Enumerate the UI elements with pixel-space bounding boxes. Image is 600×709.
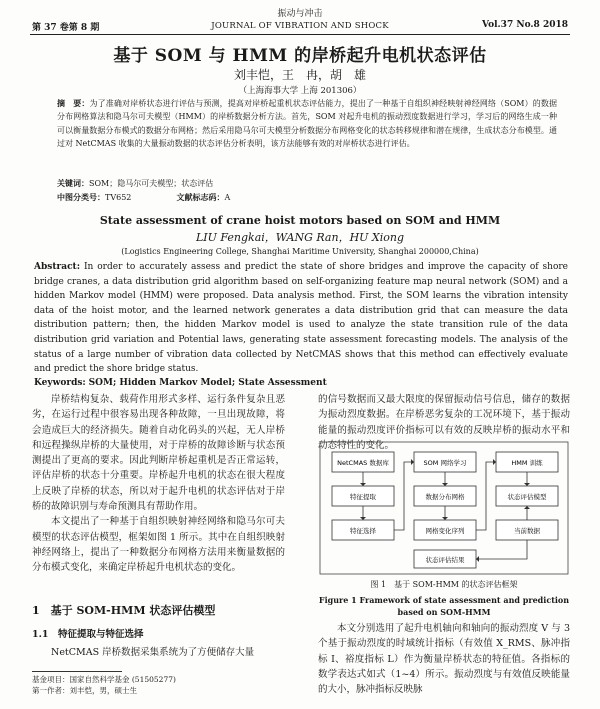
abstract-en-label: Abstract: <box>34 262 81 272</box>
keywords-cn-text: SOM；隐马尔可夫模型；状态评估 <box>89 179 214 188</box>
affiliation-cn: （上海海事大学 上海 201306） <box>238 86 362 96</box>
flow-box-label: 当前数据 <box>514 527 540 535</box>
keywords-cn <box>57 177 557 190</box>
volume-cn: 第 37 卷第 8 期 <box>32 23 100 33</box>
keywords-en-label: Keywords: <box>34 378 86 388</box>
flow-box-label: 特征选择 <box>350 527 376 535</box>
body-paragraph: 岸桥结构复杂、载荷作用形式多样、运行条件复杂且恶劣，在运行过程中很容易出现各种故障，一旦出现故障，将会造成巨大的经济损失。随着自动化码头的兴起，无人岸桥和远程操纵岸桥的大量使用，对于岸桥的故障诊断与状态预测提出了更高的要求。因此判断岸桥起重机是否正常运转，评估岸桥的状态十分重要。岸桥起升电机的状态在很大程度上反映了岸桥的状态，所以对于起升电机的状态评估对于岸桥的故障识别与寿命预测具有帮助作用。 <box>32 394 285 513</box>
footnote-rule <box>32 671 122 672</box>
classification-line <box>57 191 557 204</box>
section-heading-1-1: 1.1 特征提取与特征选择 <box>32 629 144 640</box>
affiliation-en: (Logistics Engineering College, Shanghai Maritime University, Shanghai 200000,China) <box>121 247 479 256</box>
body-paragraph: 本文分别选用了起升电机轴向和轴向的振动烈度 V 与 3 个基于振动烈度的时域统计指标（有效值 X_RMS、脉冲指标 I、裕度指标 L）作为衡量岸桥状态的特征值。各指标的数学表达式如式（1~4）所示。振动烈度与有效值反映能量的大小，脉冲指标反映脉 <box>318 623 570 696</box>
volume-en: Vol.37 No.8 2018 <box>481 20 568 30</box>
body-paragraph: 本文提出了一种基于自组织映射神经网络和隐马尔可夫模型的状态评估模型，框架如图 1 所示。其中在自组织映射神经网络上，提出了一种数据分布网格方法用来衡量数据的分布模式变化，来确定岸桥起升电机状态的变化。 <box>32 516 285 574</box>
abstract-cn <box>57 97 557 150</box>
doc-code-label: 文献标志码： <box>176 192 225 202</box>
flow-arrows <box>363 462 527 559</box>
authors-cn: 刘丰恺，王 冉，胡 雄 <box>233 68 366 82</box>
doc-code-value: A <box>224 193 231 202</box>
footnote <box>32 674 176 696</box>
header-rule <box>30 34 570 35</box>
body-paragraph: 的信号数据而又最大限度的保留振动信号信息，储存的数据为振动烈度数据。在岸桥恶劣复杂的工况环境下，基于振动能量的振动烈度评价指标可以有效的反映岸桥的振动水平和动态特性的变化。 <box>318 394 570 451</box>
class-value: TV652 <box>105 193 132 202</box>
flow-box-label: SOM 网络学习 <box>423 459 467 467</box>
paper-title-cn: 基于 SOM 与 HMM 的岸桥起升电机状态评估 <box>113 46 487 66</box>
flow-box-label: HMM 训练 <box>511 459 543 467</box>
section-heading-1: 1 基于 SOM-HMM 状态评估模型 <box>32 604 216 617</box>
flow-box-label: 特征提取 <box>350 493 376 501</box>
keywords-cn-label: 关键词： <box>57 178 89 188</box>
keywords-en-text: SOM; Hidden Markov Model; State Assessment <box>88 378 327 388</box>
authors-en: LIU Fengkai，WANG Ran，HU Xiong <box>195 231 405 244</box>
flow-box-label: NetCMAS 数据库 <box>337 459 389 467</box>
framework-figure <box>318 440 570 576</box>
body-paragraph: NetCMAS 岸桥数据采集系统为了方便储存大量 <box>51 647 255 658</box>
flow-box-label: 状态评估模型 <box>507 493 547 501</box>
abstract-en <box>34 260 568 377</box>
flow-box-label: 状态评估结果 <box>425 556 465 564</box>
journal-name-en: JOURNAL OF VIBRATION AND SHOCK <box>211 21 389 31</box>
flow-box-label: 网格变化序列 <box>425 527 465 535</box>
figure-caption-cn: 图 1 基于 SOM-HMM 的状态评估框架 <box>370 580 518 589</box>
keywords-en <box>34 378 568 388</box>
footnote-author: 第一作者：刘丰恺，男，硕士生 <box>32 686 137 695</box>
paper-title-en: State assessment of crane hoist motors based on SOM and HMM <box>99 214 501 227</box>
body-right-continued <box>318 621 570 697</box>
figure-caption-en: Figure 1 Framework of state assessment and prediction based on SOM-HMM <box>318 595 570 617</box>
body-left-continued <box>32 645 285 660</box>
abstract-cn-text: 为了准确对岸桥状态进行评估与预测，提高对岸桥起重机状态评估能力，提出了一种基于自组织神经映射神经网络（SOM）的数据分布网格算法和隐马尔可夫模型（HMM）的岸桥数据分析方法。首先，SOM 对起升电机的振动烈度数据进行学习，学习后的网络生成一种可以衡量数据分布模式的数据分布网格；然后采用隐马尔可夫模型分析数据分布网格变化的状态转移规律和潜在规律，生成状态分布模型。通过对 NetCMAS 收集的大量振动数据的状态评估分析表明，该方法能够有效的对岸桥状态进行评估。 <box>57 99 557 148</box>
flow-box-label: 数据分布网格 <box>425 493 465 501</box>
abstract-cn-label: 摘 要： <box>57 98 90 108</box>
class-label: 中图分类号： <box>57 192 105 202</box>
journal-name-cn: 振动与冲击 <box>277 9 323 19</box>
body-left-column <box>32 392 285 576</box>
abstract-en-text: In order to accurately assess and predict the state of shore bridges and improve the capacity of shore bridge cranes, a data distribution grid algorithm based on self-organizing feature map neural network (SOM) and a hidden Markov model (HMM) were proposed. Data analysis method. First, the SOM learns the vibration intensity data of the hoist motor, and the learned network generates a data distribution grid that can measure the data distribution pattern; then, the hidden Markov model is used to analyze the state transition rule of the data distribution grid variation and Potential laws, generating state assessment forecasting models. The analysis of the status of a large number of vibration data collected by NetCMAS shows that this method can effectively evaluate and predict the shore bridge status. <box>34 262 568 375</box>
footnote-funding: 基金项目：国家自然科学基金 (51505277) <box>32 675 176 684</box>
